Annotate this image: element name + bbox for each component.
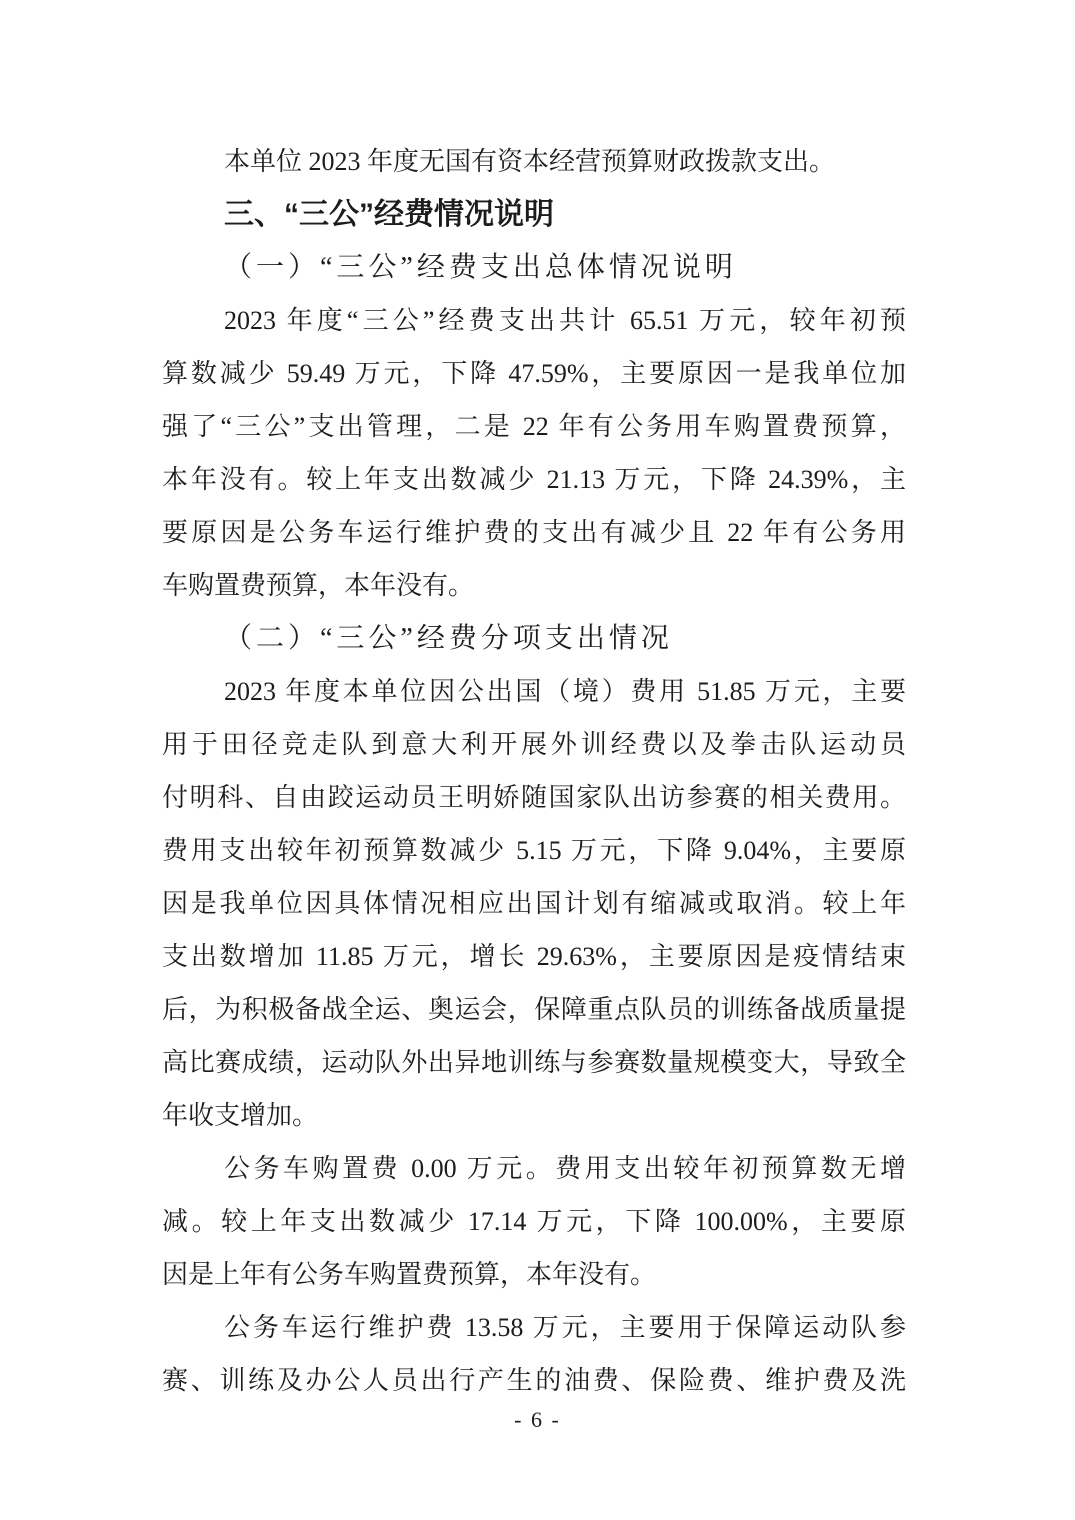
- paragraph-total-overview: [162, 294, 906, 612]
- paragraph-line: 用于田径竞走队到意大利开展外训经费以及拳击队运动员: [162, 730, 906, 759]
- paragraph-line: 车购置费预算，本年没有。: [162, 571, 475, 600]
- paragraph-vehicle-maintenance: [162, 1301, 906, 1407]
- paragraph-line: 要原因是公务车运行维护费的支出有减少且 22 年有公务用: [162, 518, 906, 547]
- intro-paragraph-line: 本单位 2023 年度无国有资本经营预算财政拨款支出。: [224, 147, 836, 176]
- paragraph-line: 减。较上年支出数减少 17.14 万元，下降 100.00%，主要原: [162, 1207, 906, 1236]
- section-heading: 三、“三公”经费情况说明: [224, 198, 554, 231]
- paragraph-line: 本年没有。较上年支出数减少 21.13 万元，下降 24.39%，主: [162, 465, 906, 494]
- paragraph-line: 公务车运行维护费 13.58 万元，主要用于保障运动队参: [224, 1313, 906, 1342]
- paragraph-line: 年收支增加。: [162, 1101, 319, 1130]
- paragraph-line: 算数减少 59.49 万元，下降 47.59%，主要原因一是我单位加: [162, 359, 906, 388]
- paragraph-line: 后，为积极备战全运、奥运会，保障重点队员的训练备战质量提: [162, 995, 906, 1024]
- paragraph-line: 2023 年度“三公”经费支出共计 65.51 万元，较年初预: [224, 306, 906, 335]
- paragraph-line: 因是上年有公务车购置费预算，本年没有。: [162, 1260, 657, 1289]
- paragraph-line: 2023 年度本单位因公出国（境）费用 51.85 万元，主要: [224, 677, 906, 706]
- paragraph-line: 因是我单位因具体情况相应出国计划有缩减或取消。较上年: [162, 889, 906, 918]
- paragraph-line: 赛、训练及办公人员出行产生的油费、保险费、维护费及洗: [162, 1366, 906, 1395]
- paragraph-line: 付明科、自由跤运动员王明娇随国家队出访参赛的相关费用。: [162, 783, 906, 812]
- document-content: [162, 135, 906, 1407]
- paragraph-line: 费用支出较年初预算数减少 5.15 万元，下降 9.04%，主要原: [162, 836, 906, 865]
- paragraph-line: 公务车购置费 0.00 万元。费用支出较年初预算数无增: [224, 1154, 906, 1183]
- subsection-heading-overview: （一）“三公”经费支出总体情况说明: [224, 252, 737, 283]
- paragraph-line: 高比赛成绩，运动队外出异地训练与参赛数量规模变大，导致全: [162, 1048, 906, 1077]
- paragraph-abroad-expense: [162, 665, 906, 1142]
- paragraph-line: 强了“三公”支出管理，二是 22 年有公务用车购置费预算，: [162, 412, 906, 441]
- paragraph-vehicle-purchase: [162, 1142, 906, 1301]
- page-footer: [0, 1398, 1075, 1442]
- paragraph-line: 支出数增加 11.85 万元，增长 29.63%，主要原因是疫情结束: [162, 942, 906, 971]
- subsection-heading-itemized: （二）“三公”经费分项支出情况: [224, 623, 673, 654]
- page-number: - 6 -: [514, 1407, 561, 1432]
